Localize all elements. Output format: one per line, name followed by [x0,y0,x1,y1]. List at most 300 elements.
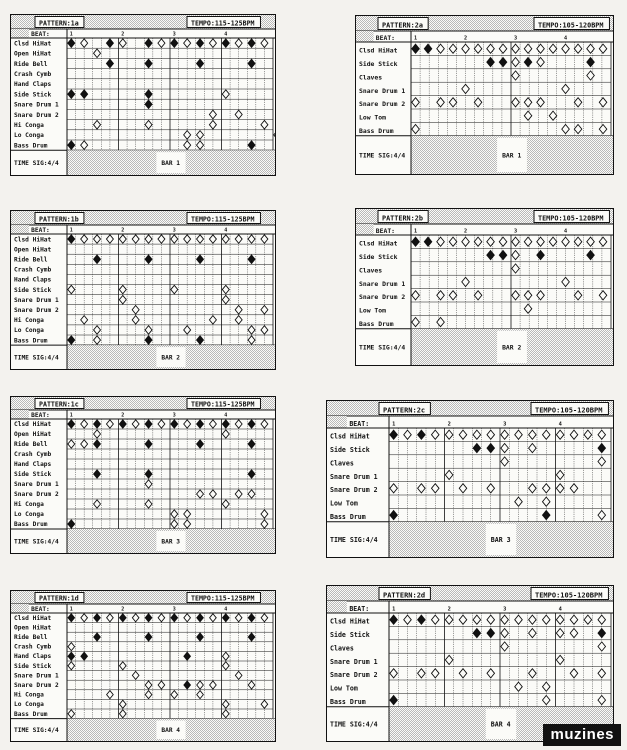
note-diamond[interactable] [235,316,242,324]
accent-note-diamond[interactable] [473,444,481,453]
note-diamond[interactable] [68,285,75,293]
note-diamond[interactable] [94,430,101,438]
note-diamond[interactable] [390,669,398,678]
accent-note-diamond[interactable] [390,430,398,439]
note-diamond[interactable] [549,44,557,53]
note-diamond[interactable] [197,681,204,689]
note-diamond[interactable] [562,237,570,246]
note-diamond[interactable] [94,120,101,129]
note-diamond[interactable] [570,629,578,638]
note-diamond[interactable] [537,44,545,53]
note-diamond[interactable] [529,629,537,638]
note-diamond[interactable] [145,500,152,508]
note-diamond[interactable] [274,131,275,140]
note-diamond[interactable] [445,470,453,479]
note-diamond[interactable] [542,484,550,493]
note-diamond[interactable] [145,235,152,243]
note-diamond[interactable] [570,669,578,678]
note-diamond[interactable] [542,497,550,506]
note-diamond[interactable] [106,235,113,243]
note-diamond[interactable] [81,614,88,622]
note-diamond[interactable] [598,642,606,651]
note-diamond[interactable] [418,669,426,678]
accent-note-diamond[interactable] [487,58,495,67]
note-diamond[interactable] [584,615,592,624]
note-diamond[interactable] [261,420,268,428]
note-diamond[interactable] [445,655,453,664]
accent-note-diamond[interactable] [197,633,204,641]
accent-note-diamond[interactable] [94,470,101,478]
note-diamond[interactable] [574,44,582,53]
note-diamond[interactable] [132,671,139,679]
note-diamond[interactable] [598,696,606,705]
note-diamond[interactable] [598,457,606,466]
note-diamond[interactable] [222,235,229,243]
note-diamond[interactable] [94,49,101,58]
note-diamond[interactable] [449,237,457,246]
note-diamond[interactable] [437,44,445,53]
note-diamond[interactable] [119,235,126,243]
note-diamond[interactable] [412,98,420,107]
note-diamond[interactable] [209,420,216,428]
accent-note-diamond[interactable] [68,39,75,48]
accent-note-diamond[interactable] [81,652,88,660]
accent-note-diamond[interactable] [197,614,204,622]
accent-note-diamond[interactable] [248,255,255,263]
note-diamond[interactable] [81,39,88,48]
note-diamond[interactable] [542,696,550,705]
note-diamond[interactable] [459,430,467,439]
note-diamond[interactable] [145,326,152,334]
note-diamond[interactable] [248,326,255,334]
accent-note-diamond[interactable] [145,614,152,622]
note-diamond[interactable] [524,111,532,120]
note-diamond[interactable] [248,336,255,344]
accent-note-diamond[interactable] [171,420,178,428]
note-diamond[interactable] [171,691,178,699]
note-diamond[interactable] [94,336,101,344]
note-diamond[interactable] [184,39,191,48]
note-diamond[interactable] [209,235,216,243]
note-diamond[interactable] [412,291,420,300]
accent-note-diamond[interactable] [171,39,178,48]
note-diamond[interactable] [107,691,114,699]
note-diamond[interactable] [222,90,229,99]
note-diamond[interactable] [570,615,578,624]
note-diamond[interactable] [119,710,126,718]
note-diamond[interactable] [499,44,507,53]
note-diamond[interactable] [222,710,229,718]
note-diamond[interactable] [462,237,470,246]
note-diamond[interactable] [437,98,445,107]
note-diamond[interactable] [94,235,101,243]
note-diamond[interactable] [542,615,550,624]
note-diamond[interactable] [261,120,268,129]
note-diamond[interactable] [462,44,470,53]
note-diamond[interactable] [515,615,523,624]
note-diamond[interactable] [184,420,191,428]
note-diamond[interactable] [404,615,412,624]
note-diamond[interactable] [119,700,126,708]
accent-note-diamond[interactable] [68,141,75,150]
note-diamond[interactable] [556,615,564,624]
note-diamond[interactable] [222,430,229,438]
note-diamond[interactable] [81,420,88,428]
accent-note-diamond[interactable] [145,420,152,428]
accent-note-diamond[interactable] [222,420,229,428]
note-diamond[interactable] [598,669,606,678]
note-diamond[interactable] [184,520,191,528]
note-diamond[interactable] [261,39,268,48]
note-diamond[interactable] [132,306,139,314]
accent-note-diamond[interactable] [499,58,507,67]
note-diamond[interactable] [235,306,242,314]
note-diamond[interactable] [145,691,152,699]
accent-note-diamond[interactable] [248,39,255,48]
note-diamond[interactable] [562,277,570,286]
note-diamond[interactable] [445,430,453,439]
note-diamond[interactable] [197,235,204,243]
note-diamond[interactable] [599,44,607,53]
accent-note-diamond[interactable] [222,614,229,622]
accent-note-diamond[interactable] [197,420,204,428]
note-diamond[interactable] [68,710,75,718]
note-diamond[interactable] [171,235,178,243]
note-diamond[interactable] [574,237,582,246]
note-diamond[interactable] [132,614,139,622]
accent-note-diamond[interactable] [171,614,178,622]
note-diamond[interactable] [587,44,595,53]
note-diamond[interactable] [222,700,229,708]
accent-note-diamond[interactable] [184,681,191,689]
note-diamond[interactable] [529,444,537,453]
note-diamond[interactable] [222,662,229,670]
accent-note-diamond[interactable] [390,696,398,705]
accent-note-diamond[interactable] [587,251,595,260]
note-diamond[interactable] [390,484,398,493]
note-diamond[interactable] [437,291,445,300]
note-diamond[interactable] [107,614,114,622]
note-diamond[interactable] [598,615,606,624]
note-diamond[interactable] [515,430,523,439]
accent-note-diamond[interactable] [248,614,255,622]
note-diamond[interactable] [474,98,482,107]
note-diamond[interactable] [81,235,88,243]
accent-note-diamond[interactable] [248,420,255,428]
note-diamond[interactable] [501,457,509,466]
note-diamond[interactable] [542,430,550,439]
accent-note-diamond[interactable] [418,430,426,439]
note-diamond[interactable] [106,420,113,428]
accent-note-diamond[interactable] [145,336,152,344]
note-diamond[interactable] [68,643,75,651]
note-diamond[interactable] [261,614,268,622]
note-diamond[interactable] [459,484,467,493]
accent-note-diamond[interactable] [499,251,507,260]
accent-note-diamond[interactable] [537,251,545,260]
note-diamond[interactable] [501,430,509,439]
note-diamond[interactable] [487,44,495,53]
note-diamond[interactable] [459,669,467,678]
note-diamond[interactable] [145,120,152,129]
note-diamond[interactable] [598,511,606,520]
note-diamond[interactable] [549,237,557,246]
accent-note-diamond[interactable] [587,58,595,67]
note-diamond[interactable] [184,141,191,150]
note-diamond[interactable] [68,662,75,670]
note-diamond[interactable] [501,642,509,651]
note-diamond[interactable] [209,110,216,119]
accent-note-diamond[interactable] [94,440,101,448]
note-diamond[interactable] [184,326,191,334]
note-diamond[interactable] [222,285,229,293]
note-diamond[interactable] [248,490,255,498]
note-diamond[interactable] [261,235,268,243]
note-diamond[interactable] [542,682,550,691]
note-diamond[interactable] [512,291,520,300]
note-diamond[interactable] [184,131,191,140]
accent-note-diamond[interactable] [222,39,229,48]
note-diamond[interactable] [556,470,564,479]
note-diamond[interactable] [462,84,470,93]
note-diamond[interactable] [235,671,242,679]
note-diamond[interactable] [235,490,242,498]
accent-note-diamond[interactable] [412,237,420,246]
note-diamond[interactable] [474,291,482,300]
accent-note-diamond[interactable] [473,629,481,638]
note-diamond[interactable] [81,316,88,324]
accent-note-diamond[interactable] [197,59,204,68]
accent-note-diamond[interactable] [68,235,75,243]
note-diamond[interactable] [529,430,537,439]
note-diamond[interactable] [235,39,242,48]
note-diamond[interactable] [145,681,152,689]
note-diamond[interactable] [474,237,482,246]
accent-note-diamond[interactable] [524,58,532,67]
note-diamond[interactable] [445,615,453,624]
note-diamond[interactable] [209,120,216,129]
note-diamond[interactable] [158,235,165,243]
note-diamond[interactable] [598,430,606,439]
note-diamond[interactable] [449,291,457,300]
accent-note-diamond[interactable] [197,255,204,263]
note-diamond[interactable] [599,291,607,300]
note-diamond[interactable] [524,44,532,53]
note-diamond[interactable] [473,430,481,439]
note-diamond[interactable] [235,614,242,622]
note-diamond[interactable] [119,285,126,293]
note-diamond[interactable] [197,490,204,498]
note-diamond[interactable] [437,318,445,327]
accent-note-diamond[interactable] [145,59,152,68]
note-diamond[interactable] [512,251,520,260]
note-diamond[interactable] [210,681,217,689]
note-diamond[interactable] [210,614,217,622]
note-diamond[interactable] [437,237,445,246]
note-diamond[interactable] [574,125,582,134]
note-diamond[interactable] [119,662,126,670]
note-diamond[interactable] [197,131,204,140]
note-diamond[interactable] [556,655,564,664]
accent-note-diamond[interactable] [184,652,191,660]
note-diamond[interactable] [68,440,75,448]
note-diamond[interactable] [473,615,481,624]
note-diamond[interactable] [431,484,439,493]
note-diamond[interactable] [81,440,88,448]
note-diamond[interactable] [158,420,165,428]
note-diamond[interactable] [599,125,607,134]
note-diamond[interactable] [235,110,242,119]
note-diamond[interactable] [524,237,532,246]
note-diamond[interactable] [261,520,268,528]
note-diamond[interactable] [562,84,570,93]
note-diamond[interactable] [81,141,88,150]
note-diamond[interactable] [431,430,439,439]
note-diamond[interactable] [529,669,537,678]
accent-note-diamond[interactable] [106,59,113,68]
accent-note-diamond[interactable] [145,255,152,263]
note-diamond[interactable] [584,430,592,439]
note-diamond[interactable] [235,235,242,243]
note-diamond[interactable] [431,669,439,678]
note-diamond[interactable] [512,264,520,273]
note-diamond[interactable] [261,700,268,708]
accent-note-diamond[interactable] [598,444,606,453]
note-diamond[interactable] [261,510,268,518]
accent-note-diamond[interactable] [119,420,126,428]
note-diamond[interactable] [412,125,420,134]
note-diamond[interactable] [119,295,126,303]
note-diamond[interactable] [418,484,426,493]
note-diamond[interactable] [132,235,139,243]
note-diamond[interactable] [524,98,532,107]
note-diamond[interactable] [171,285,178,293]
accent-note-diamond[interactable] [197,39,204,48]
note-diamond[interactable] [158,39,165,48]
note-diamond[interactable] [158,614,165,622]
note-diamond[interactable] [449,98,457,107]
note-diamond[interactable] [474,44,482,53]
note-diamond[interactable] [537,98,545,107]
accent-note-diamond[interactable] [197,336,204,344]
accent-note-diamond[interactable] [487,251,495,260]
accent-note-diamond[interactable] [248,59,255,68]
note-diamond[interactable] [209,490,216,498]
note-diamond[interactable] [512,44,520,53]
note-diamond[interactable] [209,316,216,324]
note-diamond[interactable] [556,629,564,638]
accent-note-diamond[interactable] [248,440,255,448]
note-diamond[interactable] [462,277,470,286]
accent-note-diamond[interactable] [94,633,101,641]
note-diamond[interactable] [515,682,523,691]
accent-note-diamond[interactable] [542,511,550,520]
note-diamond[interactable] [524,291,532,300]
note-diamond[interactable] [184,235,191,243]
accent-note-diamond[interactable] [68,520,75,528]
note-diamond[interactable] [599,237,607,246]
note-diamond[interactable] [248,235,255,243]
note-diamond[interactable] [499,237,507,246]
accent-note-diamond[interactable] [68,90,75,99]
note-diamond[interactable] [587,237,595,246]
accent-note-diamond[interactable] [145,633,152,641]
note-diamond[interactable] [171,520,178,528]
note-diamond[interactable] [158,681,165,689]
note-diamond[interactable] [512,58,520,67]
accent-note-diamond[interactable] [412,44,420,53]
note-diamond[interactable] [487,484,495,493]
accent-note-diamond[interactable] [418,615,426,624]
note-diamond[interactable] [574,291,582,300]
accent-note-diamond[interactable] [68,420,75,428]
note-diamond[interactable] [556,430,564,439]
accent-note-diamond[interactable] [598,629,606,638]
accent-note-diamond[interactable] [248,633,255,641]
note-diamond[interactable] [145,480,152,488]
note-diamond[interactable] [222,500,229,508]
note-diamond[interactable] [537,237,545,246]
note-diamond[interactable] [587,71,595,80]
accent-note-diamond[interactable] [390,615,398,624]
note-diamond[interactable] [132,420,139,428]
accent-note-diamond[interactable] [68,336,75,344]
note-diamond[interactable] [515,497,523,506]
note-diamond[interactable] [261,306,268,314]
note-diamond[interactable] [197,141,204,150]
note-diamond[interactable] [524,304,532,313]
accent-note-diamond[interactable] [248,470,255,478]
note-diamond[interactable] [549,111,557,120]
note-diamond[interactable] [501,629,509,638]
accent-note-diamond[interactable] [94,255,101,263]
note-diamond[interactable] [562,44,570,53]
note-diamond[interactable] [404,430,412,439]
accent-note-diamond[interactable] [81,90,88,99]
accent-note-diamond[interactable] [424,237,432,246]
note-diamond[interactable] [537,291,545,300]
accent-note-diamond[interactable] [248,141,255,150]
note-diamond[interactable] [184,510,191,518]
note-diamond[interactable] [449,44,457,53]
note-diamond[interactable] [501,444,509,453]
accent-note-diamond[interactable] [145,470,152,478]
accent-note-diamond[interactable] [106,39,113,48]
note-diamond[interactable] [487,237,495,246]
note-diamond[interactable] [487,615,495,624]
accent-note-diamond[interactable] [119,614,126,622]
note-diamond[interactable] [487,669,495,678]
note-diamond[interactable] [184,614,191,622]
accent-note-diamond[interactable] [68,652,75,660]
note-diamond[interactable] [556,484,564,493]
note-diamond[interactable] [94,500,101,508]
accent-note-diamond[interactable] [145,39,152,48]
note-diamond[interactable] [459,615,467,624]
note-diamond[interactable] [562,125,570,134]
note-diamond[interactable] [570,484,578,493]
note-diamond[interactable] [537,58,545,67]
note-diamond[interactable] [487,430,495,439]
note-diamond[interactable] [512,237,520,246]
accent-note-diamond[interactable] [145,90,152,99]
accent-note-diamond[interactable] [487,444,495,453]
note-diamond[interactable] [222,652,229,660]
accent-note-diamond[interactable] [390,511,398,520]
accent-note-diamond[interactable] [197,440,204,448]
accent-note-diamond[interactable] [94,420,101,428]
note-diamond[interactable] [119,39,126,48]
